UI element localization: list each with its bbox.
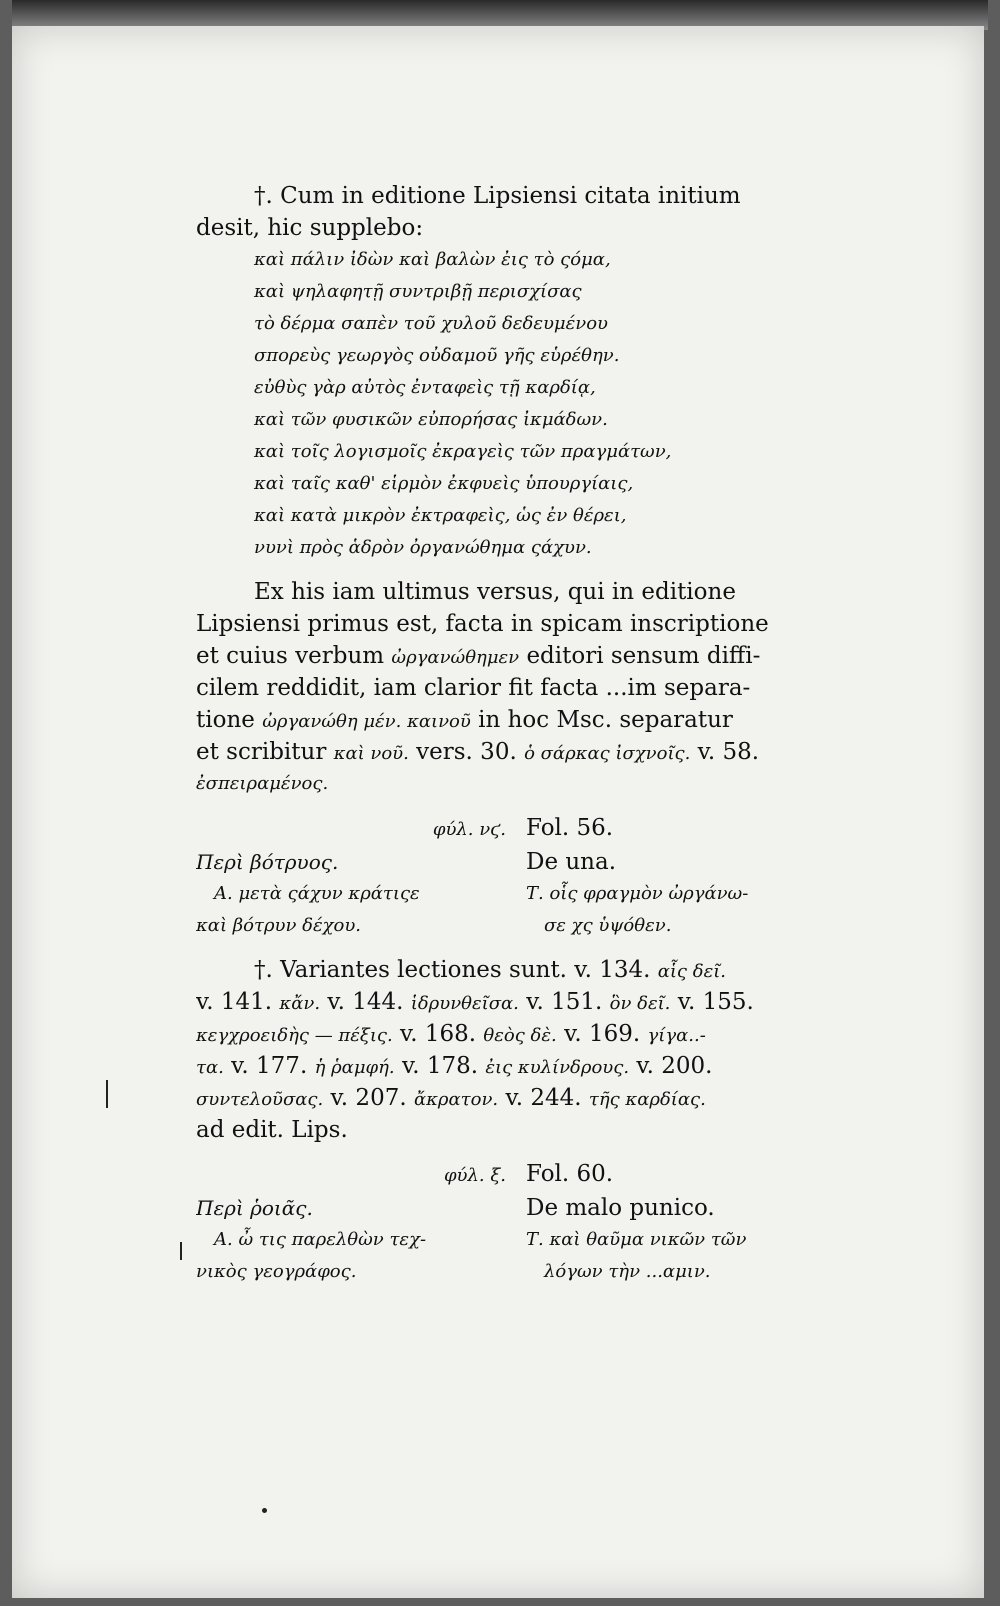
para-line: tione ὠργανώθη μέν. καινοῦ in hoc Msc. separatur <box>196 707 733 733</box>
verse-line: σπορεὺς γεωργὸς οὐδαμοῦ γῆς εὑρέθην. <box>254 345 620 366</box>
para-line: Ex his iam ultimus versus, qui in editione <box>254 579 736 605</box>
dagger-mark: †. <box>254 183 273 209</box>
riddle-title-latin: De una. <box>526 849 617 875</box>
riddle-title-latin: De malo punico. <box>526 1195 715 1221</box>
riddle-line: Α. ὦ τις παρελθὼν τεχ- <box>214 1229 427 1250</box>
verse-line: καὶ τῶν φυσικῶν εὐπορήσας ἰκμάδων. <box>254 409 608 430</box>
riddle-line: καὶ βότρυν δέχου. <box>196 915 362 936</box>
para-line: Lipsiensi primus est, facta in spicam inscriptione <box>196 611 769 637</box>
scan-speck <box>180 1242 182 1260</box>
riddle-line: σε χς ὑψόθεν. <box>544 915 672 936</box>
riddle-line: Α. μετὰ ςάχυν κράτιςε <box>214 883 420 904</box>
riddle-line: Τ. οἷς φραγμὸν ὠργάνω- <box>526 883 749 904</box>
folio-label: Fol. 56. <box>526 815 614 841</box>
phyl-label: φύλ. ξ. <box>443 1165 506 1186</box>
variants-line: κεγχροειδὴς — πέξις. v. 168. θεὸς δὲ. v. 169. γίγα..- <box>196 1021 706 1047</box>
variants-line: v. 141. κἄν. v. 144. ἱδρυνθεῖσα. v. 151. ὃν δεῖ. v. 155. <box>196 989 754 1015</box>
para-line: ἐσπειραμένος. <box>196 773 329 794</box>
verse-line: τὸ δέρμα σαπὲν τοῦ χυλοῦ δεδευμένου <box>254 313 608 334</box>
variants-line: ad edit. Lips. <box>196 1117 348 1143</box>
folio-header-56 <box>196 812 816 846</box>
variants-line: συντελοῦσας. v. 207. ἄκρατον. v. 244. τῆς καρδίας. <box>196 1085 706 1111</box>
riddle-title-greek: Περὶ βότρυος. <box>196 850 339 874</box>
verse-line: νυνὶ πρὸς ἁδρὸν ὀργανώθημα ςάχυν. <box>254 537 592 558</box>
commentary-paragraph <box>196 576 816 800</box>
verse-line: καὶ πάλιν ἰδὼν καὶ βαλὼν ἐις τὸ ςόμα, <box>254 249 611 270</box>
verse-line: καὶ κατὰ μικρὸν ἐκτραφεὶς, ὡς ἐν θέρει, <box>254 505 627 526</box>
para-line: et scribitur καὶ νοῦ. vers. 30. ὁ σάρκας ἰσχνοῖς. v. 58. <box>196 739 760 765</box>
verse-line: καὶ ψηλαφητῇ συντριβῇ περισχίσας <box>254 281 582 302</box>
scan-speck <box>106 1080 108 1108</box>
verse-line: καὶ ταῖς καθ' εἱρμὸν ἐκφυεὶς ὑπουργίαις, <box>254 473 634 494</box>
variants-line: †. Variantes lectiones sunt. v. 134. αἷς δεῖ. <box>254 957 727 983</box>
riddle-56 <box>196 846 816 942</box>
intro-text-1: Cum in editione Lipsiensi citata initium <box>280 183 741 209</box>
para-line: et cuius verbum ὠργανώθημεν editori sensum diffi- <box>196 643 761 669</box>
folio-label: Fol. 60. <box>526 1161 614 1187</box>
verse-line: καὶ τοῖς λογισμοῖς ἐκραγεὶς τῶν πραγμάτων, <box>254 441 672 462</box>
page-text <box>196 180 816 1288</box>
riddle-line: Τ. καὶ θαῦμα νικῶν τῶν <box>526 1229 747 1250</box>
scan-speck <box>262 1508 267 1513</box>
intro-line-2: desit, hic supplebo: <box>196 215 424 241</box>
variants-note <box>196 954 816 1146</box>
riddle-60 <box>196 1192 816 1288</box>
riddle-line: νικὸς γεογράφος. <box>196 1261 357 1282</box>
riddle-line: λόγων τὴν ...αμιν. <box>544 1261 711 1282</box>
para-line: cilem reddidit, iam clarior fit facta ...im separa- <box>196 675 751 701</box>
intro-line-1 <box>196 180 816 212</box>
verse-line: εὐθὺς γὰρ αὐτὸς ἐνταφεὶς τῇ καρδίᾳ, <box>254 377 596 398</box>
riddle-title-greek: Περὶ ῥοιᾶς. <box>196 1196 313 1220</box>
variants-line: τα. v. 177. ἡ ῥαμφή. v. 178. ἐις κυλίνδρους. v. 200. <box>196 1053 713 1079</box>
verse-block <box>196 244 816 564</box>
folio-header-60 <box>196 1158 816 1192</box>
phyl-label: φύλ. νϛ. <box>432 819 506 840</box>
